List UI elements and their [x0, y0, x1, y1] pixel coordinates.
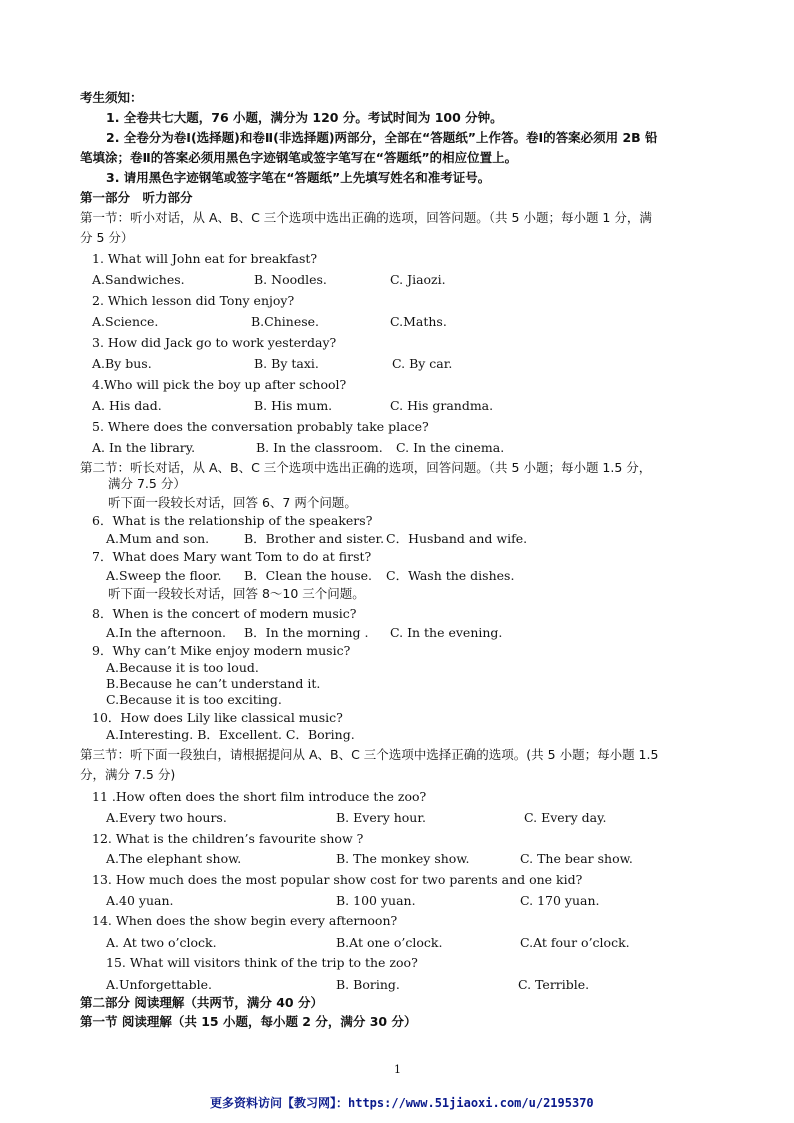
- question-3: 3. How did Jack go to work yesterday?: [92, 335, 337, 350]
- section2-intro-cont: 满分 7.5 分）: [108, 476, 186, 491]
- q11-option-b: B. Every hour.: [336, 810, 426, 825]
- q3-option-b: B. By taxi.: [254, 356, 319, 371]
- q3-option-c: C. By car.: [392, 356, 453, 371]
- question-1: 1. What will John eat for breakfast?: [92, 251, 318, 266]
- q6-option-b: B．Brother and sister.: [244, 531, 385, 546]
- q14-option-c: C.At four o’clock.: [520, 935, 630, 950]
- notice-item-3: 3. 请用黑色字迹钢笔或签字笔在“答题纸”上先填写姓名和准考证号。: [106, 170, 491, 185]
- q13-option-b: B. 100 yuan.: [336, 893, 416, 908]
- q5-option-a: A. In the library.: [92, 440, 196, 455]
- part2-title: 第二部分 阅读理解（共两节，满分 40 分）: [80, 995, 323, 1010]
- footer-link[interactable]: 更多资料访问【教习网】：https://www.51jiaoxi.com/u/2195370: [210, 1096, 594, 1110]
- q12-option-b: B. The monkey show.: [336, 851, 470, 866]
- notice-item-1: 1. 全卷共七大题，76 小题，满分为 120 分。考试时间为 100 分钟。: [106, 110, 503, 125]
- q12-option-c: C. The bear show.: [520, 851, 633, 866]
- question-12: 12. What is the children’s favourite show ?: [92, 831, 364, 846]
- q11-option-c: C. Every day.: [524, 810, 607, 825]
- q13-option-a: A.40 yuan.: [106, 893, 174, 908]
- q4-option-a: A. His dad.: [92, 398, 162, 413]
- section1-intro: 第一节：听小对话，从 A、B、C 三个选项中选出正确的选项，回答问题。（共 5 小题；每小题 1 分，满: [80, 210, 652, 225]
- q5-option-c: C. In the cinema.: [396, 440, 505, 455]
- q1-option-c: C. Jiaozi.: [390, 272, 446, 287]
- q15-option-a: A.Unforgettable.: [106, 977, 212, 992]
- q12-option-a: A.The elephant show.: [106, 851, 242, 866]
- question-8: 8．When is the concert of modern music?: [92, 606, 357, 621]
- q9-option-c: C.Because it is too exciting.: [106, 692, 282, 707]
- question-6: 6．What is the relationship of the speakers?: [92, 513, 373, 528]
- section1-intro-cont: 分 5 分）: [80, 230, 134, 245]
- question-14: 14. When does the show begin every afternoon?: [92, 913, 398, 928]
- question-5: 5. Where does the conversation probably take place?: [92, 419, 429, 434]
- q7-option-a: A.Sweep the floor.: [106, 568, 222, 583]
- question-10: 10．How does Lily like classical music?: [92, 710, 343, 725]
- question-2: 2. Which lesson did Tony enjoy?: [92, 293, 295, 308]
- q6-option-a: A.Mum and son.: [106, 531, 210, 546]
- q4-option-b: B. His mum.: [254, 398, 333, 413]
- q8-option-b: B．In the morning .: [244, 625, 369, 640]
- q15-option-b: B. Boring.: [336, 977, 400, 992]
- q1-option-b: B. Noodles.: [254, 272, 327, 287]
- q9-option-b: B.Because he can’t understand it.: [106, 676, 321, 691]
- q11-option-a: A.Every two hours.: [106, 810, 227, 825]
- section3-intro-cont: 分，满分 7.5 分): [80, 767, 176, 782]
- q7-option-c: C．Wash the dishes.: [386, 568, 515, 583]
- q7-option-b: B．Clean the house.: [244, 568, 372, 583]
- q10-options: A.Interesting. B．Excellent. C．Boring.: [106, 727, 355, 742]
- question-15: 15. What will visitors think of the trip to the zoo?: [106, 955, 418, 970]
- q4-option-c: C. His grandma.: [390, 398, 494, 413]
- notice-heading: 考生须知：: [80, 90, 143, 105]
- q2-option-b: B.Chinese.: [251, 314, 320, 329]
- notice-item-2-cont: 笔填涂；卷Ⅱ的答案必须用黑色字迹钢笔或签字笔写在“答题纸”的相应位置上。: [80, 150, 518, 165]
- question-9: 9．Why can’t Mike enjoy modern music?: [92, 643, 351, 658]
- q2-option-c: C.Maths.: [390, 314, 447, 329]
- q8-option-c: C. In the evening.: [390, 625, 503, 640]
- q13-option-c: C. 170 yuan.: [520, 893, 600, 908]
- page-number: 1: [394, 1063, 401, 1076]
- section2-sub1: 听下面一段较长对话，回答 6、7 两个问题。: [108, 495, 357, 510]
- q2-option-a: A.Science.: [92, 314, 159, 329]
- q14-option-a: A. At two o’clock.: [106, 935, 217, 950]
- q14-option-b: B.At one o’clock.: [336, 935, 443, 950]
- section3-intro: 第三节：听下面一段独白，请根据提问从 A、B、C 三个选项中选择正确的选项。(共 5 小题；每小题 1.5: [80, 747, 659, 762]
- question-4: 4.Who will pick the boy up after school?: [92, 377, 347, 392]
- section2-intro: 第二节：听长对话，从 A、B、C 三个选项中选出正确的选项，回答问题。（共 5 小题；每小题 1.5 分，: [80, 460, 652, 475]
- q8-option-a: A.In the afternoon.: [106, 625, 227, 640]
- q1-option-a: A.Sandwiches.: [92, 272, 185, 287]
- q9-option-a: A.Because it is too loud.: [106, 660, 259, 675]
- question-13: 13. How much does the most popular show cost for two parents and one kid?: [92, 872, 583, 887]
- part2-section1-title: 第一节 阅读理解（共 15 小题，每小题 2 分，满分 30 分）: [80, 1014, 417, 1029]
- question-7: 7．What does Mary want Tom to do at first?: [92, 549, 372, 564]
- q15-option-c: C. Terrible.: [518, 977, 590, 992]
- q5-option-b: B. In the classroom.: [256, 440, 383, 455]
- part1-title: 第一部分 听力部分: [80, 190, 193, 205]
- question-11: 11 .How often does the short film introduce the zoo?: [92, 789, 427, 804]
- notice-item-2: 2. 全卷分为卷Ⅰ(选择题)和卷Ⅱ(非选择题)两部分，全部在“答题纸”上作答。卷Ⅰ的答案必须用 2B 铅: [106, 130, 658, 145]
- section2-sub2: 听下面一段较长对话，回答 8～10 三个问题。: [108, 586, 365, 601]
- q3-option-a: A.By bus.: [92, 356, 152, 371]
- q6-option-c: C．Husband and wife.: [386, 531, 528, 546]
